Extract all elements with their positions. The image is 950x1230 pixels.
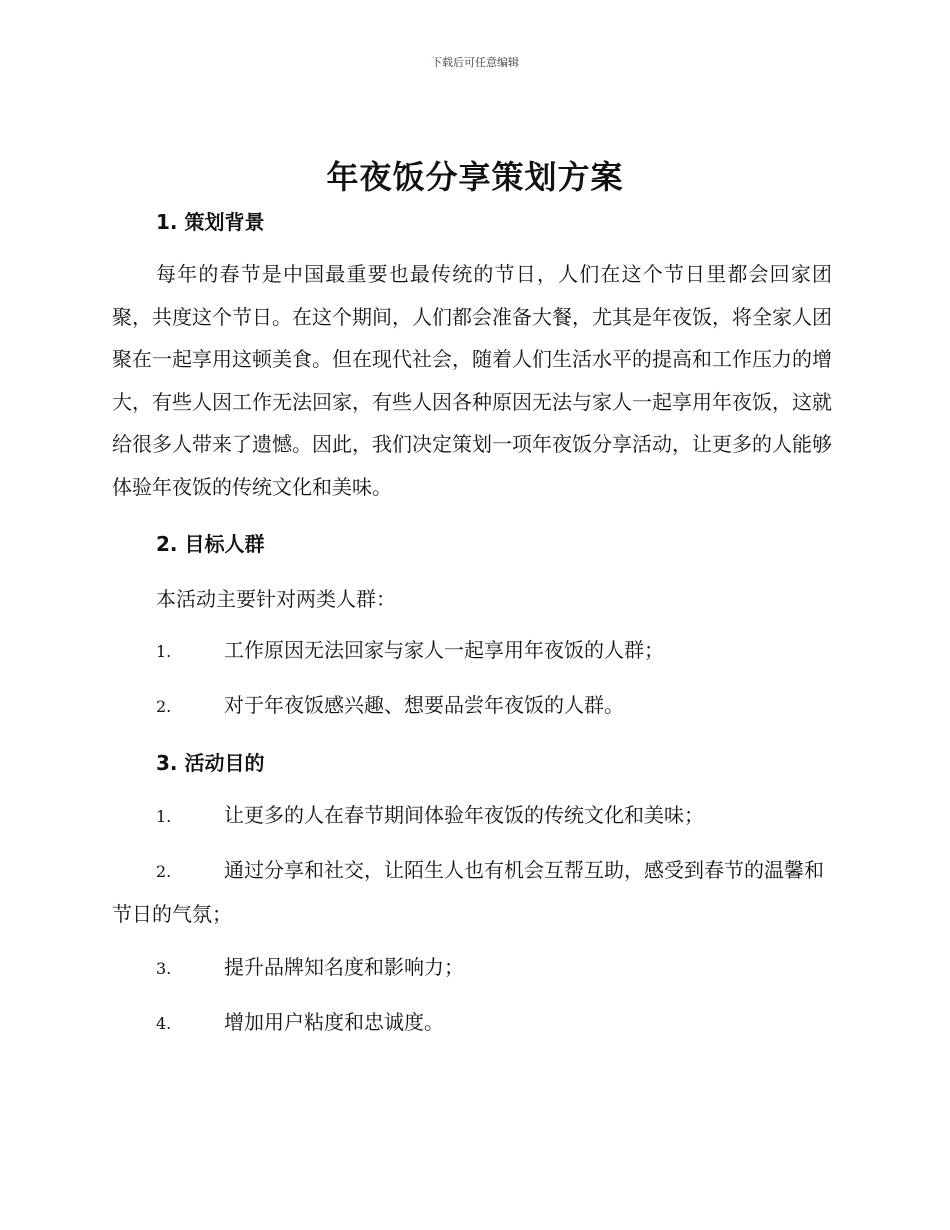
list-item-number: 2.: [156, 862, 172, 881]
section-heading-activity-purpose: 3. 活动目的: [156, 751, 265, 775]
list-item-text: 通过分享和社交，让陌生人也有机会互帮互助，感受到春节的温馨和节日的气氛；: [112, 858, 824, 926]
list-item: [112, 946, 832, 990]
list-item: [112, 849, 832, 935]
list-item-text: 增加用户粘度和忠诚度。: [224, 1010, 444, 1034]
list-item: [112, 794, 832, 838]
list-item-number: 4.: [156, 1014, 172, 1033]
list-item: [112, 629, 832, 673]
list-item-text: 提升品牌知名度和影响力；: [224, 955, 464, 979]
document-title: 年夜饭分享策划方案: [326, 158, 624, 196]
list-item-text: 让更多的人在春节期间体验年夜饭的传统文化和美味；: [224, 803, 704, 827]
background-paragraph: 每年的春节是中国最重要也最传统的节日，人们在这个节日里都会回家团聚，共度这个节日。在这个期间，人们都会准备大餐，尤其是年夜饭，将全家人团聚在一起享用这顿美食。但在现代社会，随着人们生活水平的提高和工作压力的增大，有些人因工作无法回家，有些人因各种原因无法与家人一起享用年夜饭，这就给很多人带来了遗憾。因此，我们决定策划一项年夜饭分享活动，让更多的人能够体验年夜饭的传统文化和美味。: [112, 262, 832, 499]
list-item-text: 工作原因无法回家与家人一起享用年夜饭的人群；: [224, 638, 664, 662]
list-item-number: 1.: [156, 807, 172, 826]
target-audience-intro: 本活动主要针对两类人群：: [156, 587, 396, 611]
list-item: [112, 1001, 832, 1045]
list-item-number: 1.: [156, 642, 172, 661]
list-item-number: 3.: [156, 959, 172, 978]
section-heading-target-audience: 2. 目标人群: [156, 532, 265, 556]
header-note: 下载后可任意编辑: [431, 56, 519, 69]
section-heading-background: 1. 策划背景: [156, 210, 265, 234]
list-item-text: 对于年夜饭感兴趣、想要品尝年夜饭的人群。: [224, 693, 624, 717]
list-item: [112, 684, 832, 728]
list-item-number: 2.: [156, 697, 172, 716]
